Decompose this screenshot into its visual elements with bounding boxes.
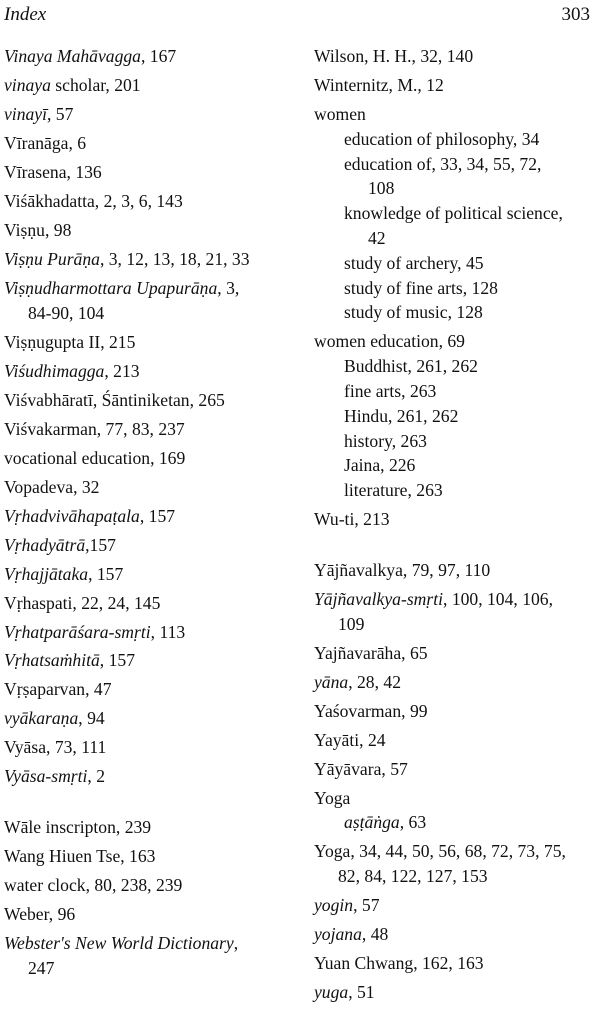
index-entry-line bbox=[4, 446, 288, 471]
index-entry bbox=[4, 276, 288, 326]
index-term: Vyāsa-smṛti bbox=[4, 766, 88, 787]
index-refs: , 239 bbox=[115, 817, 152, 838]
index-entry-line bbox=[4, 620, 288, 645]
index-entry bbox=[314, 893, 598, 918]
index-refs: , 3, bbox=[217, 277, 240, 298]
index-subentry: knowledge of political science, bbox=[344, 203, 563, 224]
index-term: Vṛhadvivāhapaṭala bbox=[4, 505, 140, 526]
index-subentry-continuation: 108 bbox=[368, 178, 395, 199]
index-refs: , 79, 97, 110 bbox=[402, 559, 491, 580]
index-refs: , 100, 104, 106, bbox=[443, 588, 553, 609]
index-entry-line bbox=[4, 131, 288, 156]
index-entry bbox=[314, 73, 598, 98]
index-term: Wāle inscripton bbox=[4, 817, 116, 838]
index-entry-line bbox=[4, 417, 288, 442]
index-entry bbox=[314, 839, 598, 889]
index-entry bbox=[4, 504, 288, 529]
index-entry-line bbox=[4, 44, 288, 69]
index-entry bbox=[314, 587, 598, 637]
index-entry bbox=[4, 620, 288, 645]
index-entry-line bbox=[314, 951, 598, 976]
index-entry-line bbox=[4, 677, 288, 702]
index-entry-line bbox=[314, 558, 598, 583]
index-entry-line bbox=[4, 764, 288, 789]
index-entry bbox=[4, 873, 288, 898]
index-term: Wu-ti bbox=[314, 509, 355, 530]
index-term: Vṛhatsaṁhitā bbox=[4, 650, 100, 671]
index-entry-line bbox=[314, 641, 598, 666]
index-entry-continuation: 82, 84, 122, 127, 153 bbox=[338, 866, 488, 887]
index-entry-line bbox=[4, 873, 288, 898]
index-refs: , 57 bbox=[353, 895, 380, 916]
index-refs: , 34, 44, 50, 56, 68, 72, 73, 75, bbox=[350, 841, 566, 862]
index-refs: , 157 bbox=[99, 650, 135, 671]
index-entry bbox=[4, 533, 288, 558]
index-refs: , 65 bbox=[401, 642, 428, 663]
index-entry bbox=[4, 475, 288, 500]
index-term: Wang Hiuen Tse bbox=[4, 846, 121, 867]
index-entry-line bbox=[314, 839, 598, 864]
index-entry bbox=[314, 558, 598, 583]
index-entry-line bbox=[4, 931, 288, 956]
index-subentry: Hindu, 261, 262 bbox=[344, 405, 459, 426]
index-refs: , 99 bbox=[401, 700, 428, 721]
index-term: women bbox=[314, 103, 366, 124]
index-term: Winternitz, M. bbox=[314, 74, 418, 95]
index-term: vinaya bbox=[4, 74, 51, 95]
index-subentry: Jaina, 226 bbox=[344, 455, 416, 476]
index-term: water clock bbox=[4, 875, 86, 896]
index-subentry: Buddhist, 261, 262 bbox=[344, 356, 478, 377]
index-entry bbox=[4, 359, 288, 384]
index-entry-line bbox=[4, 73, 288, 98]
index-term: yojana bbox=[314, 924, 362, 945]
index-term: Wilson, H. H. bbox=[314, 46, 412, 66]
index-term: Yuan Chwang bbox=[314, 953, 414, 974]
index-subterm: aṣṭāṅga bbox=[344, 812, 400, 833]
index-entry bbox=[4, 247, 288, 272]
index-refs: , 80, 238, 239 bbox=[85, 875, 183, 896]
index-refs: , 57 bbox=[47, 103, 74, 124]
index-entry-line bbox=[314, 670, 598, 695]
index-entry bbox=[4, 44, 288, 69]
index-term: vyākaraṇa bbox=[4, 708, 79, 729]
index-term: Vṛhatparāśara-smṛti bbox=[4, 621, 151, 642]
index-term: Yāyāvara bbox=[314, 758, 382, 779]
index-entry-line bbox=[314, 922, 598, 947]
index-refs: , 32, 140 bbox=[411, 46, 474, 66]
index-term: Yoga bbox=[314, 787, 351, 808]
index-refs: , 28, 42 bbox=[348, 671, 401, 692]
index-term: vinayī bbox=[4, 103, 47, 124]
index-subentry: study of archery, 45 bbox=[344, 252, 484, 273]
index-refs: , 22, 24, 145 bbox=[72, 592, 161, 613]
index-refs: , 2 bbox=[87, 766, 106, 787]
index-entry-line bbox=[314, 507, 598, 532]
index-refs: , 213 bbox=[354, 509, 390, 530]
index-entry bbox=[4, 902, 288, 927]
index-entry bbox=[4, 735, 288, 760]
index-refs: ,157 bbox=[85, 534, 116, 555]
index-entry bbox=[4, 189, 288, 214]
index-entry bbox=[4, 446, 288, 471]
index-entry-line bbox=[4, 276, 288, 301]
index-refs: , 2, 3, 6, 143 bbox=[94, 190, 183, 211]
index-refs: , 163 bbox=[120, 846, 156, 867]
index-term: Vyāsa bbox=[4, 737, 47, 758]
index-term: Yayāti bbox=[314, 729, 360, 750]
index-entry-line bbox=[4, 844, 288, 869]
index-entry-line bbox=[4, 359, 288, 384]
index-entry-line bbox=[4, 504, 288, 529]
index-refs: , 51 bbox=[348, 982, 375, 1003]
index-entry-line bbox=[314, 757, 598, 782]
index-subentry bbox=[314, 810, 598, 835]
index-entry bbox=[314, 757, 598, 782]
index-entry-line bbox=[4, 815, 288, 840]
index-term: yuga bbox=[314, 982, 349, 1003]
index-subentry: education of, 33, 34, 55, 72, bbox=[344, 153, 542, 174]
index-entry bbox=[314, 507, 598, 532]
index-entry-line bbox=[314, 980, 598, 1005]
running-head: Index bbox=[4, 4, 47, 25]
index-entry-line bbox=[4, 591, 288, 616]
index-entry-line bbox=[4, 247, 288, 272]
index-term: Vṛhadyātrā bbox=[4, 534, 86, 555]
index-refs: , 48 bbox=[361, 924, 389, 945]
index-refs: , 167 bbox=[140, 46, 177, 66]
index-refs: , 94 bbox=[78, 708, 105, 729]
index-term: Webster's New World Dictionary bbox=[4, 933, 234, 954]
index-entry bbox=[4, 815, 288, 840]
index-refs: , 157 bbox=[139, 505, 176, 526]
index-entry-line bbox=[4, 562, 288, 587]
index-refs: , 32 bbox=[73, 476, 100, 497]
index-term: Viśudhimagga bbox=[4, 360, 105, 381]
index-entry bbox=[4, 218, 288, 243]
page-number: 303 bbox=[561, 4, 590, 25]
index-entry-line bbox=[4, 475, 288, 500]
index-entry-line bbox=[4, 902, 288, 927]
index-entry-group bbox=[314, 102, 598, 325]
index-refs: , 12 bbox=[417, 74, 444, 95]
index-entry-line bbox=[4, 330, 288, 355]
index-term: Vṛṣaparvan bbox=[4, 679, 86, 700]
index-entry-line bbox=[4, 706, 288, 731]
index-term: Viśvabhāratī, Śāntiniketan bbox=[4, 389, 190, 410]
index-entry bbox=[4, 931, 288, 981]
index-term: Vīrasena bbox=[4, 161, 67, 182]
index-entry-line bbox=[4, 388, 288, 413]
index-entry bbox=[4, 648, 288, 673]
index-entry-continuation: 109 bbox=[338, 613, 365, 634]
index-refs: , 213 bbox=[104, 360, 140, 381]
index-entry-line bbox=[4, 189, 288, 214]
index-entry-line bbox=[314, 699, 598, 724]
index-refs: , 169 bbox=[150, 447, 186, 468]
index-term: Vṛhajjātaka bbox=[4, 563, 89, 584]
index-entry-line bbox=[4, 533, 288, 558]
index-refs: , 157 bbox=[88, 563, 124, 584]
index-entry bbox=[4, 330, 288, 355]
index-entry-line bbox=[4, 102, 288, 127]
index-entry bbox=[4, 417, 288, 442]
index-refs: , 98 bbox=[44, 219, 72, 240]
index-term: Weber bbox=[4, 904, 49, 925]
index-term: Yaśovarman bbox=[314, 700, 402, 721]
index-refs: , 215 bbox=[100, 331, 136, 352]
index-subentry: education of philosophy, 34 bbox=[344, 128, 540, 149]
index-term: yogin bbox=[314, 895, 354, 916]
index-entry bbox=[4, 73, 288, 98]
index-term: Vīranāga bbox=[4, 132, 69, 153]
index-term: Yājñavalkya bbox=[314, 559, 403, 580]
index-entry bbox=[314, 44, 598, 69]
index-refs: , 6 bbox=[68, 132, 87, 153]
index-refs: , 113 bbox=[150, 621, 186, 642]
index-entry-line bbox=[4, 218, 288, 243]
index-entry bbox=[314, 922, 598, 947]
index-subentry-continuation: 42 bbox=[368, 227, 386, 248]
index-subentry: history, 263 bbox=[344, 430, 427, 451]
index-entry bbox=[4, 388, 288, 413]
index-term: Viṣṇu bbox=[4, 219, 45, 240]
index-entry bbox=[4, 562, 288, 587]
index-entry-group bbox=[314, 786, 598, 836]
index-refs: , 162, 163 bbox=[413, 953, 484, 974]
index-term: yāna bbox=[314, 671, 349, 692]
index-subentry: literature, 263 bbox=[344, 480, 443, 501]
index-entry bbox=[314, 670, 598, 695]
index-subentry: study of music, 128 bbox=[344, 302, 483, 323]
index-entry-continuation: 247 bbox=[28, 957, 55, 978]
index-term: Viśākhadatta bbox=[4, 190, 95, 211]
index-refs: , 24 bbox=[359, 729, 386, 750]
index-term: Viśvakarman bbox=[4, 418, 97, 439]
index-subentry: fine arts, 263 bbox=[344, 380, 437, 401]
index-term: women education, 69 bbox=[314, 331, 465, 352]
index-refs: , 265 bbox=[189, 389, 225, 410]
index-term: Vopadeva bbox=[4, 476, 74, 497]
index-term: Yājñavalkya-smṛti bbox=[314, 588, 444, 609]
index-entry bbox=[4, 102, 288, 127]
index-entry-line bbox=[4, 735, 288, 760]
index-entry bbox=[4, 160, 288, 185]
index-entry-line bbox=[314, 73, 598, 98]
index-entry bbox=[314, 699, 598, 724]
index-entry bbox=[4, 844, 288, 869]
index-subentry: study of fine arts, 128 bbox=[344, 277, 498, 298]
index-term: Viṣṇugupta II bbox=[4, 331, 101, 352]
index-entry bbox=[314, 980, 598, 1005]
index-entry bbox=[4, 706, 288, 731]
index-refs: , 96 bbox=[48, 904, 76, 925]
index-entry-line bbox=[314, 587, 598, 612]
index-entry-line bbox=[4, 160, 288, 185]
index-entry bbox=[314, 951, 598, 976]
index-entry-line bbox=[314, 728, 598, 753]
index-term: Yajñavarāha bbox=[314, 642, 402, 663]
page-header bbox=[4, 4, 590, 28]
index-entry bbox=[314, 728, 598, 753]
index-refs: , 73, 111 bbox=[46, 737, 107, 758]
index-column-left bbox=[4, 44, 288, 985]
index-entry-group bbox=[314, 329, 598, 503]
index-entry-continuation: 84-90, 104 bbox=[28, 302, 105, 323]
index-entry bbox=[4, 764, 288, 789]
index-entry bbox=[4, 131, 288, 156]
index-entry-line bbox=[314, 44, 598, 69]
index-term: Yoga bbox=[314, 841, 351, 862]
index-term: Viṣṇu Purāṇa bbox=[4, 248, 100, 269]
index-refs: , 3, 12, 13, 18, 21, 33 bbox=[99, 248, 250, 269]
index-term: Vinaya Mahāvagga bbox=[4, 46, 141, 66]
index-term: Vṛhaspati bbox=[4, 592, 73, 613]
index-refs: , 47 bbox=[85, 679, 112, 700]
index-entry bbox=[4, 677, 288, 702]
index-term: vocational education bbox=[4, 447, 151, 468]
index-refs: , bbox=[233, 933, 239, 954]
index-entry bbox=[4, 591, 288, 616]
index-entry-line bbox=[314, 893, 598, 918]
index-term: Viṣṇudharmottara Upapurāṇa bbox=[4, 277, 218, 298]
index-refs: , 77, 83, 237 bbox=[96, 418, 185, 439]
index-refs: , 136 bbox=[66, 161, 102, 182]
index-entry bbox=[314, 641, 598, 666]
index-refs: scholar, 201 bbox=[50, 74, 141, 95]
index-refs: , 57 bbox=[381, 758, 408, 779]
index-column-right bbox=[314, 44, 598, 1009]
index-refs: , 63 bbox=[399, 812, 427, 833]
index-entry-line bbox=[4, 648, 288, 673]
